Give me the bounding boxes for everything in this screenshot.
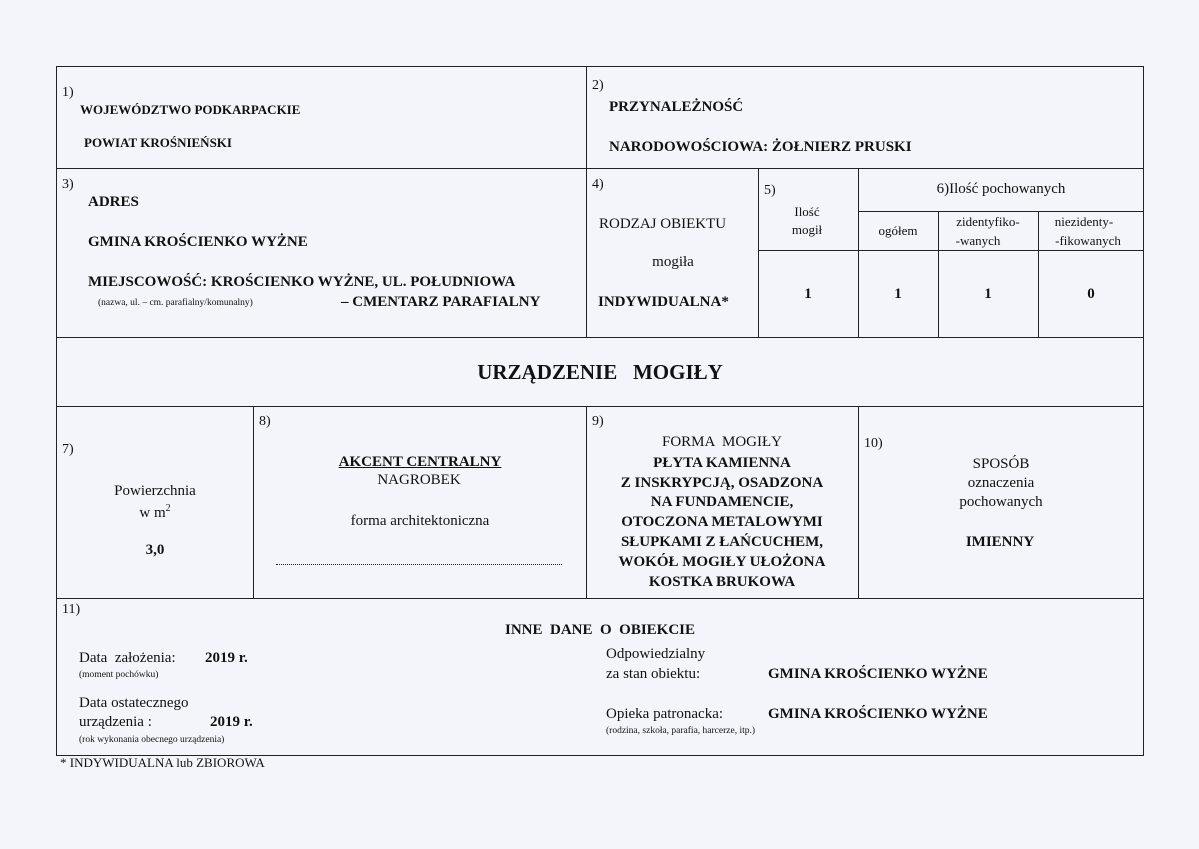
field3-number: 3) xyxy=(62,177,74,192)
grave-form-label: FORMA MOGIŁY xyxy=(661,434,783,450)
final-arrangement-label2: urządzenia : xyxy=(79,714,152,730)
grave-form-line1: PŁYTA KAMIENNA xyxy=(653,455,791,471)
responsible-label1: Odpowiedzialny xyxy=(606,646,706,662)
grave-form-line3: NA FUNDAMENCIE, xyxy=(650,494,794,510)
patronage-label: Opieka patronacka: xyxy=(606,706,724,722)
central-accent-label: AKCENT CENTRALNY xyxy=(338,454,502,470)
final-arrangement-label1: Data ostatecznego xyxy=(79,695,189,711)
field4-number: 4) xyxy=(592,177,604,192)
object-type-kind: mogiła xyxy=(652,254,694,270)
founding-date-hint: (moment pochówku) xyxy=(79,670,159,680)
locality-value: MIEJSCOWOŚĆ: KROŚCIENKO WYŻNE, UL. POŁUDNIOWA xyxy=(88,274,516,290)
divider-col-main xyxy=(586,66,587,338)
grave-form-line7: KOSTKA BRUKOWA xyxy=(648,574,796,590)
marking-method-line2: oznaczenia xyxy=(967,475,1035,491)
patronage-value: GMINA KROŚCIENKO WYŻNE xyxy=(768,706,988,722)
field9-number: 9) xyxy=(592,414,604,429)
grave-form-line4: OTOCZONA METALOWYMI xyxy=(621,514,823,530)
buried-unidentified-header1: niezidenty- xyxy=(1054,214,1114,229)
form-border-right xyxy=(1143,66,1144,756)
divider-row1 xyxy=(56,168,1144,169)
grave-form-line2: Z INSKRYPCJĄ, OSADZONA xyxy=(620,475,824,491)
divider-col-field6b xyxy=(938,211,939,338)
municipality-value: GMINA KROŚCIENKO WYŻNE xyxy=(88,234,308,250)
section-title: URZĄDZENIE MOGIŁY xyxy=(477,360,723,384)
buried-identified-header1: zidentyfiko- xyxy=(956,214,1020,229)
responsible-value: GMINA KROŚCIENKO WYŻNE xyxy=(768,666,988,682)
buried-unidentified-header2: -fikowanych xyxy=(1055,233,1121,248)
divider-field6-header xyxy=(858,211,1144,212)
divider-col-field9 xyxy=(586,406,587,599)
grave-form-line6: WOKÓŁ MOGIŁY UŁOŻONA xyxy=(618,554,826,570)
voivodeship-value: WOJEWÓDZTWO PODKARPACKIE xyxy=(80,102,301,117)
footnote: * INDYWIDUALNA lub ZBIOROWA xyxy=(60,755,265,770)
area-unit: w m xyxy=(139,505,166,521)
area-unit-exponent: 2 xyxy=(165,503,171,514)
architectural-form-dotted-line xyxy=(276,564,562,565)
final-arrangement-hint: (rok wykonania obecnego urządzenia) xyxy=(79,735,225,745)
address-title: ADRES xyxy=(88,194,139,210)
area-label2 xyxy=(139,503,170,522)
other-data-title: INNE DANE O OBIEKCIE xyxy=(504,622,696,638)
form-border-left xyxy=(56,66,57,756)
field10-number: 10) xyxy=(864,436,883,451)
founding-date-label: Data założenia: xyxy=(79,650,176,666)
field11-number: 11) xyxy=(62,602,81,617)
nationality-label: PRZYNALEŻNOŚĆ xyxy=(609,99,744,115)
divider-col-field6c xyxy=(1038,211,1039,338)
divider-row4 xyxy=(56,598,1144,599)
buried-count-title: 6)Ilość pochowanych xyxy=(936,181,1066,197)
locality-hint: (nazwa, ul. – cm. parafialny/komunalny) xyxy=(98,298,253,308)
area-label1: Powierzchnia xyxy=(114,483,196,499)
field5-number: 5) xyxy=(764,183,776,198)
graves-count-value: 1 xyxy=(804,286,812,302)
buried-total-value: 1 xyxy=(894,286,902,302)
divider-row2 xyxy=(56,337,1144,338)
field1-number: 1) xyxy=(62,85,74,100)
form-border-top xyxy=(56,66,1144,67)
graves-count-label2: mogił xyxy=(791,222,823,237)
architectural-form-label: forma architektoniczna xyxy=(350,513,490,529)
nationality-value: NARODOWOŚCIOWA: ŻOŁNIERZ PRUSKI xyxy=(609,139,912,155)
responsible-label2: za stan obiektu: xyxy=(606,666,701,682)
marking-method-line3: pochowanych xyxy=(959,494,1043,510)
founding-date-value: 2019 r. xyxy=(205,650,248,666)
patronage-hint: (rodzina, szkoła, parafia, harcerze, itp.) xyxy=(606,726,756,736)
field2-number: 2) xyxy=(592,78,604,93)
buried-total-header: ogółem xyxy=(878,223,918,238)
field8-number: 8) xyxy=(259,414,271,429)
county-value: POWIAT KROŚNIEŃSKI xyxy=(84,135,232,150)
field7-number: 7) xyxy=(62,442,74,457)
tombstone-value: NAGROBEK xyxy=(377,472,461,488)
object-type-label: RODZAJ OBIEKTU xyxy=(599,216,727,232)
divider-col-field10 xyxy=(858,406,859,599)
object-type-value: INDYWIDUALNA* xyxy=(598,294,729,310)
final-arrangement-value: 2019 r. xyxy=(210,714,253,730)
marking-method-value: IMIENNY xyxy=(965,534,1035,550)
graves-count-label1: Ilość xyxy=(794,204,820,219)
divider-field6-values xyxy=(758,250,1144,251)
divider-col-field8 xyxy=(253,406,254,599)
divider-col-field5 xyxy=(758,168,759,338)
buried-identified-header2: -wanych xyxy=(955,233,1001,248)
marking-method-line1: SPOSÓB xyxy=(972,456,1030,472)
buried-unidentified-value: 0 xyxy=(1087,286,1095,302)
divider-row3 xyxy=(56,406,1144,407)
area-value: 3,0 xyxy=(145,542,165,558)
cemetery-value: – CMENTARZ PARAFIALNY xyxy=(341,294,541,310)
grave-form-line5: SŁUPKAMI Z ŁAŃCUCHEM, xyxy=(620,534,824,550)
buried-identified-value: 1 xyxy=(984,286,992,302)
divider-col-field6 xyxy=(858,168,859,338)
